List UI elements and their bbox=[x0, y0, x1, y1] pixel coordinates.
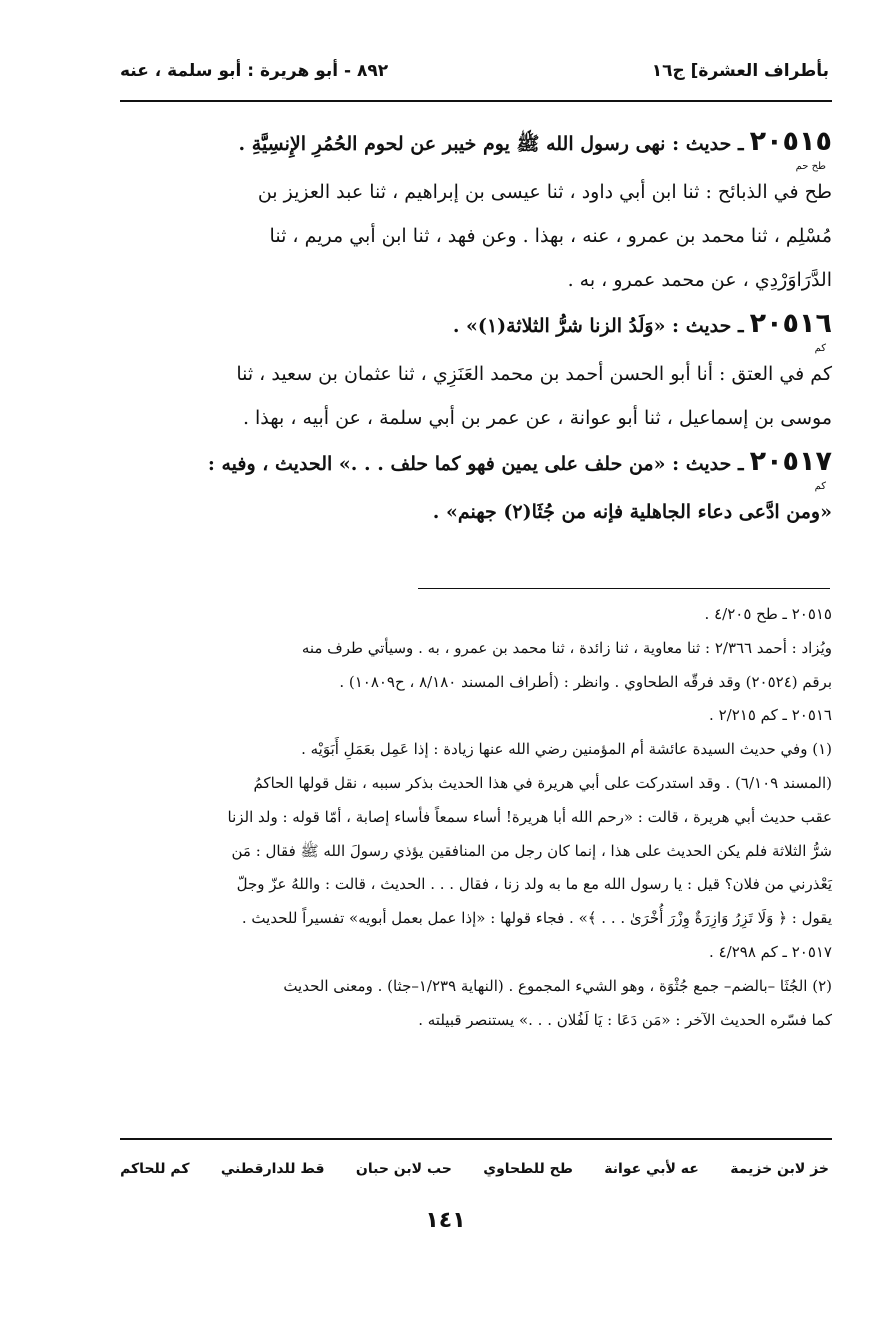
hadith-text-line: «ومن ادَّعى دعاء الجاهلية فإنه من جُثَا(٢) جهنم» . bbox=[432, 501, 832, 523]
legend-rule bbox=[120, 1138, 832, 1140]
page-number: ١٤١ bbox=[425, 1208, 466, 1233]
hadith-title: ـ حديث : «من حلف على يمين فهو كما حلف . . .» الحديث ، وفيه : bbox=[207, 453, 744, 475]
footnote-separator bbox=[418, 588, 830, 589]
running-header bbox=[120, 54, 829, 88]
source-siglum: كم bbox=[814, 343, 826, 354]
sigla-legend bbox=[120, 1152, 829, 1186]
hadith-heading bbox=[118, 440, 832, 486]
footnote-line: كما فسّره الحديث الآخر : «مَن دَعَا : يَا لَفُلان . . .» يستنصر قبيلته . bbox=[418, 1010, 832, 1029]
footnote-line: (٢) الجُثَا –بالضم– جمع جُثْوَة ، وهو الشيء المجموع . (النهاية ١/٢٣٩–جثا) . ومعنى الحديث bbox=[283, 976, 832, 995]
legend-item: كم للحاكم bbox=[120, 1161, 190, 1177]
hadith-title: ـ حديث : «وَلَدُ الزنا شرُّ الثلاثة(١)» . bbox=[452, 315, 744, 337]
legend-item: قط للدارقطني bbox=[220, 1161, 325, 1177]
isnad-line: الدَّرَاوَرْدِي ، عن محمد عمرو ، به . bbox=[567, 269, 832, 291]
hadith-number: ٢٠٥١٥ bbox=[749, 126, 832, 157]
header-rule bbox=[120, 100, 832, 102]
hadith-title: ـ حديث : نهى رسول الله ﷺ يوم خيبر عن لحوم الحُمُرِ الإِنسِيَّةِ . bbox=[238, 133, 744, 155]
isnad-line: مُسْلِم ، ثنا محمد بن عمرو ، عنه ، بهذا . وعن فهد ، ثنا ابن أبي مريم ، ثنا bbox=[269, 225, 832, 247]
footnote-line: برقم (٢٠٥٢٤) وقد فرقّه الطحاوي . وانظر : (أطراف المسند ٨/١٨٠ ، ح١٠٨٠٩) . bbox=[339, 672, 832, 691]
footnote-line: ٢٠٥١٥ ـ طح ٤/٢٠٥ . bbox=[704, 605, 832, 623]
footnote-line: يَعْذرني من فلان؟ قيل : يا رسول الله مع ما به ولد زنا ، فقال . . . الحديث ، قالت : واللهُ عزّ وجلّ bbox=[236, 875, 832, 894]
hadith-number: ٢٠٥١٧ bbox=[749, 446, 832, 477]
isnad-line: طح في الذبائح : ثنا ابن أبي داود ، ثنا عيسى بن إبراهيم ، ثنا عبد العزيز بن bbox=[257, 181, 832, 203]
footnotes bbox=[118, 598, 832, 1037]
footnote-line: ويُزاد : أحمد ٢/٣٦٦ : ثنا معاوية ، ثنا زائدة ، ثنا محمد بن عمرو ، به . وسيأتي طرف منه bbox=[301, 638, 832, 657]
isnad-line: كم في العتق : أنا أبو الحسن أحمد بن محمد العَنَزِي ، ثنا عثمان بن سعيد ، ثنا bbox=[236, 363, 832, 385]
footnote-line: ٢٠٥١٦ ـ كم ٢/٢١٥ . bbox=[709, 706, 832, 725]
legend-item: حب لابن حبان bbox=[355, 1161, 452, 1177]
header-volume-title: بأطراف العشرة] ج١٦ bbox=[651, 61, 829, 81]
footnote-line: يقول : ﴿ وَلَا تَزِرُ وَازِرَةٌ وِزْرَ أُخْرَىٰ . . . ﴾» . فجاء قولها : «إذا عمل بعمل أبويه» تفسيراً للحديث . bbox=[241, 909, 832, 928]
footnote-line: (المسند ٦/١٠٩) . وقد استدركت على أبي هريرة في هذا الحديث بذكر سببه ، نقل قولها الحاكمُ bbox=[253, 773, 832, 792]
footnote-line: شرُّ الثلاثة فلم يكن الحديث على هذا ، إنما كان رجل من المنافقين يؤذي رسولَ الله ﷺ فقال : مَن bbox=[231, 841, 832, 860]
footnote-line: عقب حديث أبي هريرة ، قالت : «رحم الله أبا هريرة! أساء سمعاً فأساء إصابة ، أمّا قوله : ولد الزنا bbox=[227, 807, 832, 826]
legend-item: عه لأبي عوانة bbox=[604, 1161, 699, 1177]
legend-item: طح للطحاوي bbox=[483, 1161, 573, 1177]
source-siglum: طح حم bbox=[795, 161, 826, 172]
legend-item: خز لابن خزيمة bbox=[730, 1161, 829, 1177]
isnad-line: موسى بن إسماعيل ، ثنا أبو عوانة ، عن عمر بن أبي سلمة ، عن أبيه ، بهذا . bbox=[242, 407, 832, 429]
main-text bbox=[118, 120, 832, 534]
header-chapter-title: ٨٩٢ - أبو هريرة : أبو سلمة ، عنه bbox=[120, 61, 389, 81]
hadith-number: ٢٠٥١٦ bbox=[749, 308, 832, 339]
footnote-line: (١) وفي حديث السيدة عائشة أم المؤمنين رضي الله عنها زيادة : إذا عَمِل بعَمَلِ أَبَوَيْه . bbox=[301, 740, 832, 759]
source-siglum: كم bbox=[814, 481, 826, 492]
footnote-line: ٢٠٥١٧ ـ كم ٤/٢٩٨ . bbox=[709, 942, 832, 961]
